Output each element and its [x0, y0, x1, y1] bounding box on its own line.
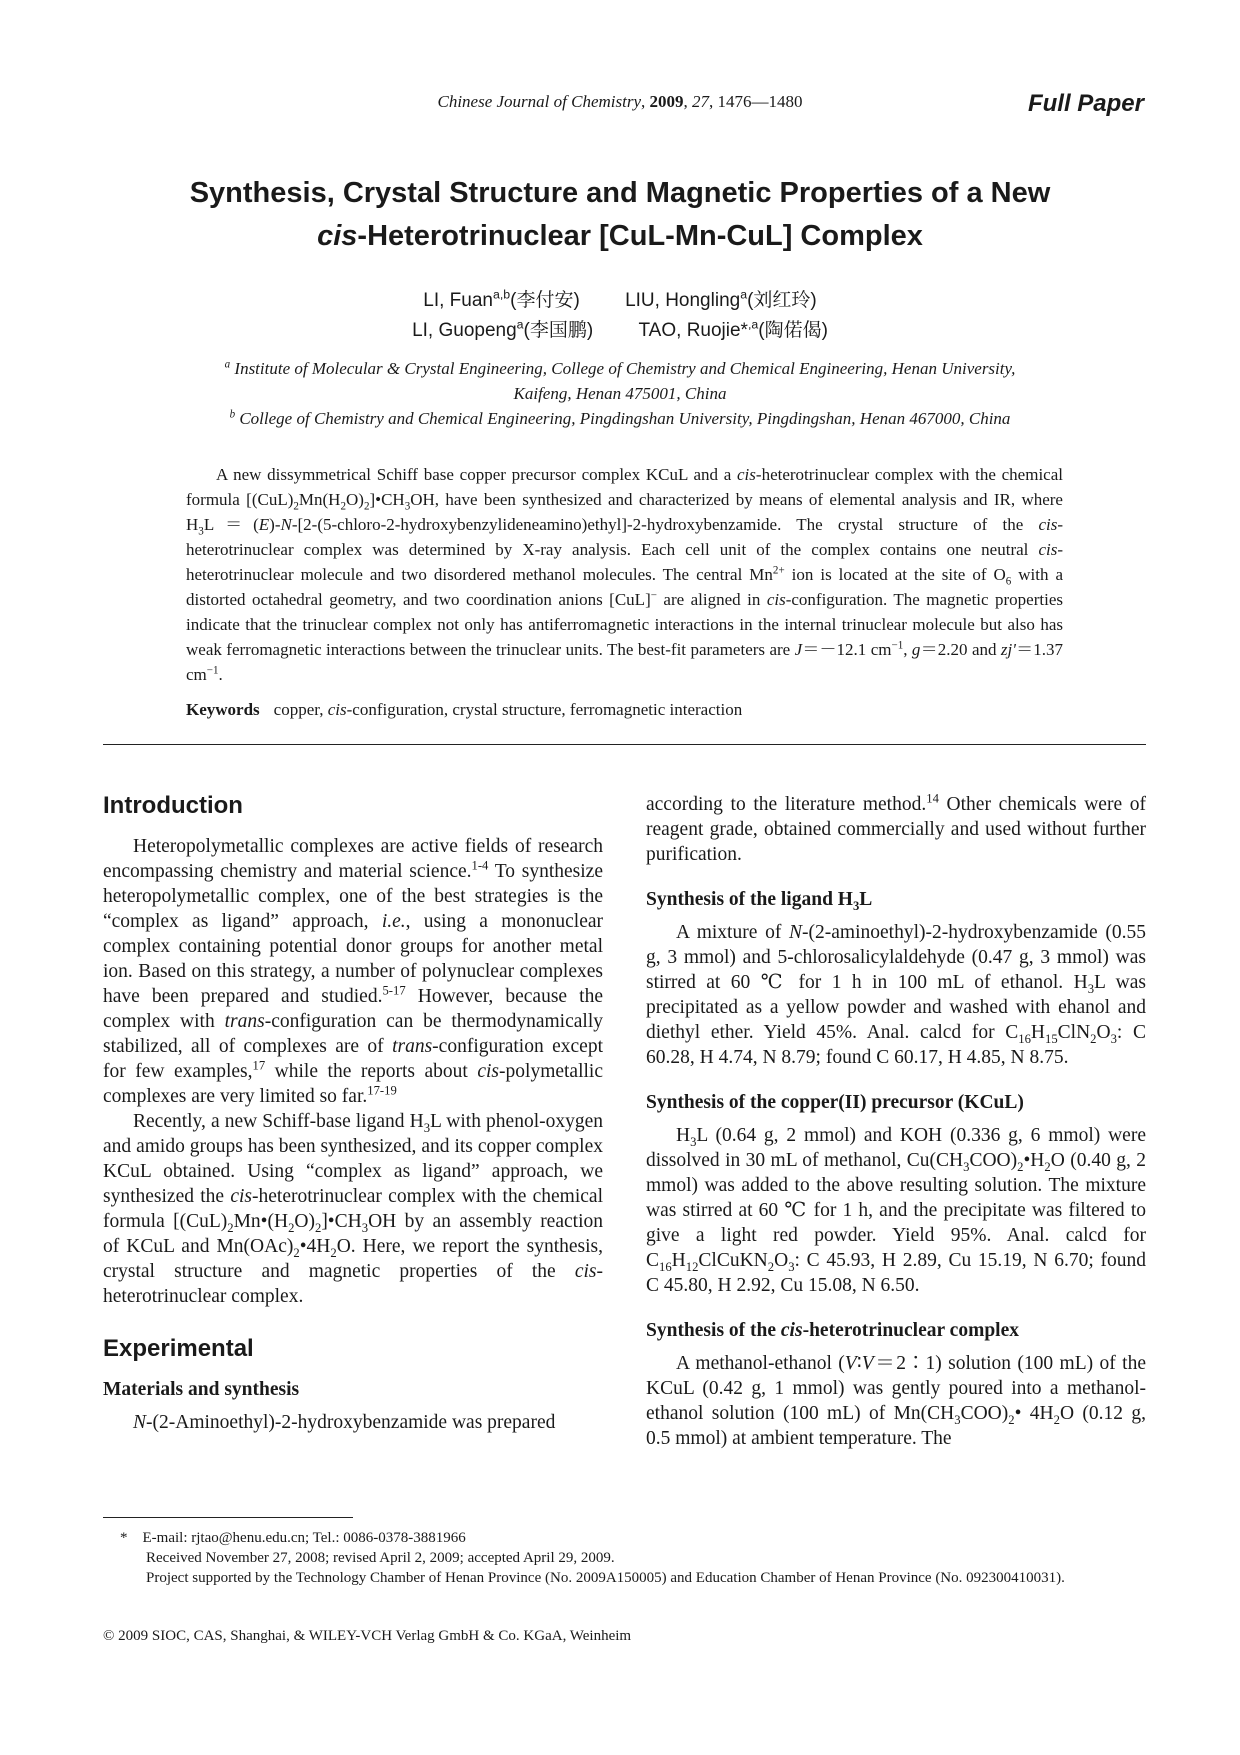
journal-pages: 1476—1480: [717, 92, 803, 111]
author-name: TAO, Ruojie*: [638, 320, 748, 341]
author-1: [423, 286, 580, 316]
keywords: [186, 700, 742, 720]
author-mark: ,a: [747, 317, 759, 332]
journal-volume: 27: [692, 92, 709, 111]
copper-precursor-paragraph: $H_3L$ (0.64 g, 2 mmol) and KOH (0.336 g, 6 mmol) were dissolved in 30 mL of methanol, $Cu(CH_3COO)_2•H_2O$ (0.40 g, 2 mmol) was added to the above resulting solution. The mixture was stirred at 60 ℃ for 1 h, and the precipitate was filtered to give a light red powder. Yield 95%. Anal. calcd for $C_{16}H_{12}ClCuKN_2O_3$: C 45.93, H 2.89, Cu 15.19, N 6.70; found C 45.80, H 2.92, Cu 15.08, N 6.50.: [646, 1125, 1147, 1296]
author-name: LI, Guopeng: [412, 320, 517, 341]
title-line-2: [120, 215, 1120, 258]
experimental-heading: Experimental: [103, 1335, 254, 1362]
copyright-notice: © 2009 SIOC, CAS, Shanghai, & WILEY-VCH Verlag GmbH & Co. KGaA, Weinheim: [103, 1628, 632, 1644]
author-name: LI, Fuan: [423, 290, 493, 311]
author-3: [412, 316, 593, 346]
affiliation-a: [160, 356, 1080, 381]
author-list: [120, 286, 1120, 346]
affiliation-mark: a: [224, 358, 231, 371]
author-2: [625, 286, 817, 316]
title-cis: cis: [317, 220, 358, 252]
author-row-1: [120, 286, 1120, 316]
ligand-synthesis-heading: Synthesis of the ligand $H_3L$: [646, 889, 873, 913]
left-column: [103, 792, 603, 1435]
affiliation-mark: b: [229, 408, 236, 421]
journal-name: Chinese Journal of Chemistry: [437, 92, 641, 111]
author-chinese-name: (李付安): [510, 290, 580, 311]
author-chinese-name: (李国鹏): [523, 320, 594, 341]
journal-citation: Chinese Journal of Chemistry, 2009, 27, 1476—1480: [437, 92, 803, 111]
author-chinese-name: (刘红玲): [747, 290, 817, 311]
affiliation-a-line1: Institute of Molecular & Crystal Engineering, College of Chemistry and Chemical Engineering, Henan University,: [234, 359, 1016, 378]
author-row-2: [120, 316, 1120, 346]
keyword-text-rest: -configuration, crystal structure, ferromagnetic interaction: [346, 700, 743, 719]
trinuclear-synthesis-heading: Synthesis of the cis-heterotrinuclear complex: [646, 1320, 1020, 1341]
title-line-1: Synthesis, Crystal Structure and Magnetic Properties of a New: [189, 177, 1051, 209]
affiliations: [160, 356, 1080, 431]
author-4: [638, 316, 827, 346]
footnotes: [120, 1528, 1142, 1588]
materials-paragraph: N-(2-Aminoethyl)-2-hydroxybenzamide was prepared: [133, 1412, 556, 1433]
right-column: [646, 792, 1146, 1451]
trinuclear-synthesis-paragraph: A methanol-ethanol (V∶V＝2∶1) solution (100 mL) of the KCuL (0.42 g, 1 mmol) was gently poured into a methanol-ethanol solution (100 mL) of $Mn(CH_3COO)_2•$ $4H_2O$ (0.12 g, 0.5 mmol) at ambient temperature. The: [646, 1353, 1146, 1449]
paper-type-label: Full Paper: [1027, 90, 1144, 117]
footnote-received: Received November 27, 2008; revised April 2, 2009; accepted April 29, 2009.: [146, 1550, 615, 1566]
abstract: [186, 462, 1063, 687]
abstract-text: A new dissymmetrical Schiff base copper precursor complex KCuL and a cis-heterotrinuclear complex with the chemical formula $[(CuL)_2Mn(H_2O)_2]•CH_3OH$, have been synthesized and characterized by means of elemental analysis and IR, where $H_3L=(E)-N-[2-(5-chloro-2-hydroxybenzylideneamino)ethyl]-2$-hydroxybenzamide. The crystal structure of the cis-heterotrinuclear complex was determined by X-ray analysis. Each cell unit of the complex contains one neutral cis-heterotrinuclear molecule and two disordered methanol molecules. The central $Mn^{2+}$ ion is located at the site of $O_6$ with a distorted octahedral geometry, and two coordination anions [CuL]− are aligned in cis-configuration. The magnetic properties indicate that the trinuclear complex not only has antiferromagnetic interactions in the internal trinuclear molecule but also has weak ferromagnetic interactions between the trinuclear units. The best-fit parameters are J＝－12.1 $cm^{-1}$, g＝2.20 and zj'＝1.37 $cm^{-1}$.: [186, 465, 1064, 684]
keyword-text: copper,: [273, 700, 328, 719]
author-chinese-name: (陶偌偈): [758, 320, 828, 341]
affiliation-a-line2: Kaifeng, Henan 475001, China: [513, 384, 727, 403]
footnote-project: Project supported by the Technology Chamber of Henan Province (No. 2009A150005) and Education Chamber of Henan Province (No. 092300410031).: [146, 1570, 1065, 1586]
affiliation-b: [160, 406, 1080, 431]
paper-title: [120, 172, 1120, 258]
intro-paragraph-2: Recently, a new Schiff-base ligand $H_3L$ with phenol-oxygen and amido groups has been synthesized, and its copper complex KCuL obtained. Using “complex as ligand” approach, we synthesized the cis-heterotrinuclear complex with the chemical formula $[(CuL)_2Mn•(H_2O)_2]•CH_3OH$ by an assembly reaction of KCuL and $Mn(OAc)_2•4H_2O$. Here, we report the synthesis, crystal structure and magnetic properties of the cis-heterotrinuclear complex.: [103, 1111, 604, 1307]
materials-heading: Materials and synthesis: [103, 1379, 300, 1400]
introduction-heading: Introduction: [103, 792, 243, 819]
ligand-synthesis-paragraph: A mixture of N-(2-aminoethyl)-2-hydroxybenzamide (0.55 g, 3 mmol) and 5-chlorosalicylaldehyde (0.47 g, 3 mmol) was stirred at 60 ℃ for 1 h in 100 mL of ethanol. $H_3L$ was precipitated as a yellow powder and washed with ehanol and diethyl ether. Yield 45%. Anal. calcd for $C_{16}H_{15}ClN_2O_3$: C 60.28, H 4.74, N 8.79; found C 60.17, H 4.85, N 8.75.: [646, 922, 1147, 1068]
author-mark: a: [516, 317, 524, 332]
copper-precursor-heading: Synthesis of the copper(II) precursor (KCuL): [646, 1092, 1024, 1113]
keyword-cis: cis: [327, 700, 347, 719]
author-mark: a: [740, 287, 748, 302]
section-divider: [103, 744, 1146, 745]
author-name: LIU, Hongling: [625, 290, 741, 311]
journal-year: 2009: [649, 92, 684, 111]
affiliation-b-text: College of Chemistry and Chemical Engineering, Pingdingshan University, Pingdingshan, Henan 467000, China: [239, 409, 1011, 428]
keywords-label: Keywords: [186, 700, 260, 719]
materials-paragraph-continued: according to the literature method.$^{14}$ Other chemicals were of reagent grade, obtained commercially and used without further purification.: [646, 791, 1146, 865]
title-line-2-rest: -Heterotrinuclear [CuL-Mn-CuL] Complex: [357, 220, 923, 252]
intro-paragraph-1: Heteropolymetallic complexes are active fields of research encompassing chemistry and material science.$^{1-4}$ To synthesize heteropolymetallic complex, one of the best strategies is the “complex as ligand” approach, i.e., using a mononuclear complex containing potential donor groups for another metal ion. Based on this strategy, a number of polynuclear complexes have been prepared and studied.$^{5-17}$ However, because the complex with trans-configuration can be thermodynamically stabilized, all of complexes are of trans-configuration except for few examples,$^{17}$ while the reports about cis-polymetallic complexes are very limited so far.$^{17-19}$: [103, 836, 603, 1107]
footnote-email: * E-mail: rjtao@henu.edu.cn; Tel.: 0086-0378-3881966: [120, 1530, 466, 1546]
footnote-divider: [103, 1517, 353, 1518]
author-mark: a,b: [492, 287, 511, 302]
